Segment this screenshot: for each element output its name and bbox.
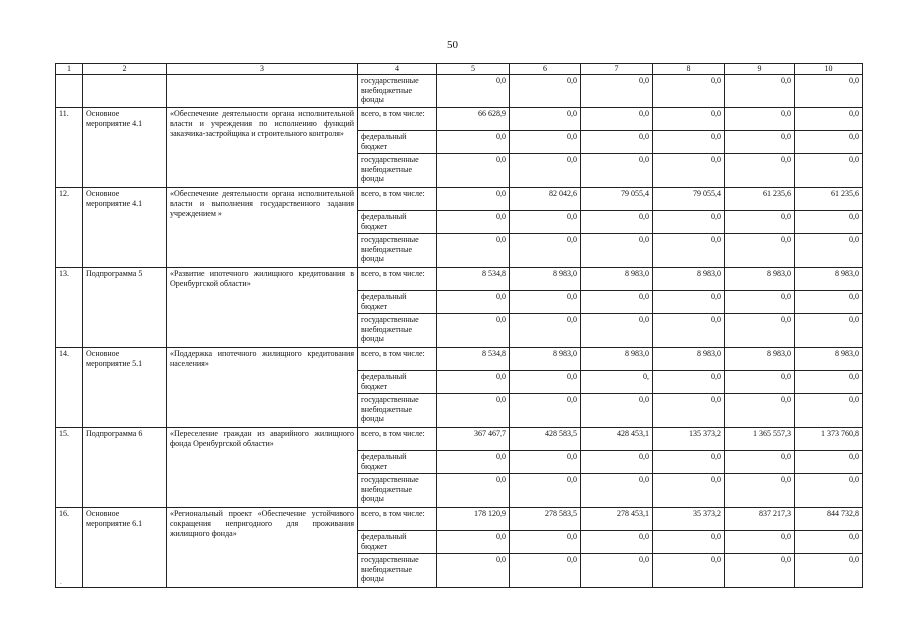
table-header [56, 64, 863, 75]
funding-source: всего, в том числе: [358, 268, 437, 291]
value-cell: 0,0 [510, 211, 581, 234]
value-cell: 0,0 [510, 154, 581, 188]
value-cell: 0,0 [795, 314, 863, 348]
column-header: 7 [581, 64, 653, 75]
value-cell: 0,0 [653, 75, 725, 108]
program-type: Подпрограмма 5 [83, 268, 167, 348]
funding-source: государственные внебюджетные фонды [358, 154, 437, 188]
column-header: 5 [437, 64, 510, 75]
value-cell: 0,0 [510, 394, 581, 428]
value-cell: 0,0 [725, 451, 795, 474]
funding-source: государственные внебюджетные фонды [358, 234, 437, 268]
value-cell: 428 583,5 [510, 428, 581, 451]
value-cell: 0,0 [437, 131, 510, 154]
value-cell: 0,0 [581, 291, 653, 314]
value-cell: 8 983,0 [795, 268, 863, 291]
funding-source: государственные внебюджетные фонды [358, 474, 437, 508]
value-cell: 178 120,9 [437, 508, 510, 531]
value-cell: 0,0 [437, 234, 510, 268]
row-number: 15. [56, 428, 83, 508]
value-cell: 0,0 [437, 394, 510, 428]
value-cell: 0,0 [437, 371, 510, 394]
table-row [56, 268, 863, 291]
value-cell: 82 042,6 [510, 188, 581, 211]
value-cell: 0,0 [581, 108, 653, 131]
value-cell: 0,0 [510, 554, 581, 588]
value-cell: 0,0 [653, 234, 725, 268]
row-number: 14. [56, 348, 83, 428]
financing-table [55, 63, 863, 588]
funding-source: федеральный бюджет [358, 291, 437, 314]
funding-source: всего, в том числе: [358, 348, 437, 371]
funding-source: федеральный бюджет [358, 371, 437, 394]
program-type: Основное мероприятие 4.1 [83, 108, 167, 188]
value-cell: 0,0 [653, 531, 725, 554]
table-row [56, 108, 863, 131]
program-type: Основное мероприятие 5.1 [83, 348, 167, 428]
value-cell: 1 373 760,8 [795, 428, 863, 451]
value-cell: 0,0 [653, 131, 725, 154]
value-cell: 8 534,8 [437, 268, 510, 291]
row-number: 13. [56, 268, 83, 348]
value-cell: 79 055,4 [653, 188, 725, 211]
value-cell: 0,0 [795, 554, 863, 588]
value-cell: 0,0 [795, 75, 863, 108]
value-cell: 0,0 [510, 234, 581, 268]
value-cell: 8 983,0 [581, 348, 653, 371]
funding-source: всего, в том числе: [358, 188, 437, 211]
value-cell: 0,0 [510, 131, 581, 154]
value-cell: 0,0 [437, 75, 510, 108]
row-number: 16. [56, 508, 83, 588]
column-header: 9 [725, 64, 795, 75]
column-header: 2 [83, 64, 167, 75]
value-cell: 0,0 [510, 75, 581, 108]
funding-source: всего, в том числе: [358, 508, 437, 531]
program-type: Основное мероприятие 4.1 [83, 188, 167, 268]
funding-source: федеральный бюджет [358, 211, 437, 234]
value-cell: 0, [581, 371, 653, 394]
value-cell: 0,0 [725, 394, 795, 428]
value-cell: 0,0 [795, 371, 863, 394]
program-type: Основное мероприятие 6.1 [83, 508, 167, 588]
value-cell: 0,0 [581, 154, 653, 188]
value-cell: 0,0 [437, 314, 510, 348]
value-cell: 0,0 [725, 75, 795, 108]
value-cell: 66 628,9 [437, 108, 510, 131]
value-cell: 0,0 [725, 474, 795, 508]
value-cell: 0,0 [581, 451, 653, 474]
value-cell: 0,0 [510, 291, 581, 314]
value-cell: 0,0 [510, 108, 581, 131]
value-cell: 79 055,4 [581, 188, 653, 211]
program-description: «Развитие ипотечного жилищного кредитования в Оренбургской области» [167, 268, 358, 348]
value-cell: 61 235,6 [795, 188, 863, 211]
value-cell: 0,0 [725, 108, 795, 131]
empty-cell [56, 75, 83, 108]
value-cell: 428 453,1 [581, 428, 653, 451]
row-number: 11. [56, 108, 83, 188]
program-description: «Поддержка ипотечного жилищного кредитования населения» [167, 348, 358, 428]
value-cell: 135 373,2 [653, 428, 725, 451]
value-cell: 0,0 [725, 154, 795, 188]
empty-cell [83, 75, 167, 108]
value-cell: 0,0 [653, 451, 725, 474]
value-cell: 0,0 [581, 131, 653, 154]
value-cell: 278 453,1 [581, 508, 653, 531]
value-cell: 367 467,7 [437, 428, 510, 451]
value-cell: 35 373,2 [653, 508, 725, 531]
value-cell: 0,0 [653, 474, 725, 508]
value-cell: 0,0 [725, 314, 795, 348]
value-cell: 0,0 [437, 451, 510, 474]
value-cell: 0,0 [795, 131, 863, 154]
value-cell: 0,0 [437, 154, 510, 188]
value-cell: 0,0 [725, 291, 795, 314]
value-cell: 8 983,0 [510, 268, 581, 291]
program-description: «Обеспечение деятельности органа исполнительной власти и учреждения по исполнению функций заказчика-застройщика и строительного контроля» [167, 108, 358, 188]
value-cell: 0,0 [510, 371, 581, 394]
value-cell: 0,0 [795, 451, 863, 474]
table-row [56, 188, 863, 211]
value-cell: 0,0 [510, 314, 581, 348]
value-cell: 844 732,8 [795, 508, 863, 531]
empty-cell [167, 75, 358, 108]
table-row [56, 75, 863, 108]
value-cell: 0,0 [653, 314, 725, 348]
value-cell: 1 365 557,3 [725, 428, 795, 451]
value-cell: 8 983,0 [653, 268, 725, 291]
value-cell: 0,0 [653, 211, 725, 234]
value-cell: 0,0 [795, 234, 863, 268]
value-cell: 0,0 [725, 531, 795, 554]
value-cell: 0,0 [581, 75, 653, 108]
value-cell: 0,0 [725, 234, 795, 268]
page-number: 50 [447, 39, 458, 51]
value-cell: 0,0 [437, 474, 510, 508]
value-cell: 0,0 [795, 211, 863, 234]
value-cell: 0,0 [437, 188, 510, 211]
program-description: «Обеспечение деятельности органа исполнительной власти и выполнения государственного задания учреждением » [167, 188, 358, 268]
value-cell: 0,0 [795, 154, 863, 188]
value-cell: 0,0 [437, 291, 510, 314]
program-type: Подпрограмма 6 [83, 428, 167, 508]
scan-mark: . [60, 578, 62, 586]
value-cell: 0,0 [795, 474, 863, 508]
column-header: 6 [510, 64, 581, 75]
value-cell: 0,0 [795, 291, 863, 314]
table-row [56, 508, 863, 531]
value-cell: 0,0 [653, 394, 725, 428]
value-cell: 8 534,8 [437, 348, 510, 371]
row-number: 12. [56, 188, 83, 268]
value-cell: 0,0 [653, 291, 725, 314]
value-cell: 8 983,0 [510, 348, 581, 371]
column-header: 3 [167, 64, 358, 75]
value-cell: 837 217,3 [725, 508, 795, 531]
value-cell: 0,0 [725, 554, 795, 588]
value-cell: 0,0 [437, 554, 510, 588]
value-cell: 0,0 [581, 474, 653, 508]
funding-source: всего, в том числе: [358, 108, 437, 131]
value-cell: 0,0 [510, 451, 581, 474]
value-cell: 8 983,0 [653, 348, 725, 371]
funding-source: государственные внебюджетные фонды [358, 554, 437, 588]
funding-source: государственные внебюджетные фонды [358, 394, 437, 428]
value-cell: 0,0 [510, 474, 581, 508]
table-row [56, 348, 863, 371]
value-cell: 0,0 [581, 314, 653, 348]
column-header: 4 [358, 64, 437, 75]
column-header: 10 [795, 64, 863, 75]
value-cell: 0,0 [581, 394, 653, 428]
value-cell: 0,0 [581, 531, 653, 554]
value-cell: 0,0 [437, 211, 510, 234]
value-cell: 0,0 [581, 554, 653, 588]
table-row [56, 428, 863, 451]
column-header: 1 [56, 64, 83, 75]
value-cell: 0,0 [795, 108, 863, 131]
value-cell: 278 583,5 [510, 508, 581, 531]
program-description: «Переселение граждан из аварийного жилищного фонда Оренбургской области» [167, 428, 358, 508]
value-cell: 0,0 [795, 531, 863, 554]
value-cell: 8 983,0 [581, 268, 653, 291]
value-cell: 0,0 [653, 554, 725, 588]
value-cell: 0,0 [725, 211, 795, 234]
value-cell: 8 983,0 [725, 348, 795, 371]
value-cell: 0,0 [581, 211, 653, 234]
funding-source: государственные внебюджетные фонды [358, 75, 437, 108]
value-cell: 0,0 [725, 131, 795, 154]
funding-source: федеральный бюджет [358, 131, 437, 154]
value-cell: 0,0 [510, 531, 581, 554]
value-cell: 0,0 [653, 108, 725, 131]
value-cell: 0,0 [437, 531, 510, 554]
funding-source: всего, в том числе: [358, 428, 437, 451]
program-description: «Региональный проект «Обеспечение устойчивого сокращения непригодного для проживания жилищного фонда» [167, 508, 358, 588]
value-cell: 0,0 [653, 371, 725, 394]
value-cell: 8 983,0 [795, 348, 863, 371]
value-cell: 0,0 [725, 371, 795, 394]
value-cell: 61 235,6 [725, 188, 795, 211]
funding-source: государственные внебюджетные фонды [358, 314, 437, 348]
value-cell: 0,0 [653, 154, 725, 188]
value-cell: 8 983,0 [725, 268, 795, 291]
value-cell: 0,0 [581, 234, 653, 268]
table-body [56, 75, 863, 588]
funding-source: федеральный бюджет [358, 531, 437, 554]
column-header: 8 [653, 64, 725, 75]
value-cell: 0,0 [795, 394, 863, 428]
funding-source: федеральный бюджет [358, 451, 437, 474]
